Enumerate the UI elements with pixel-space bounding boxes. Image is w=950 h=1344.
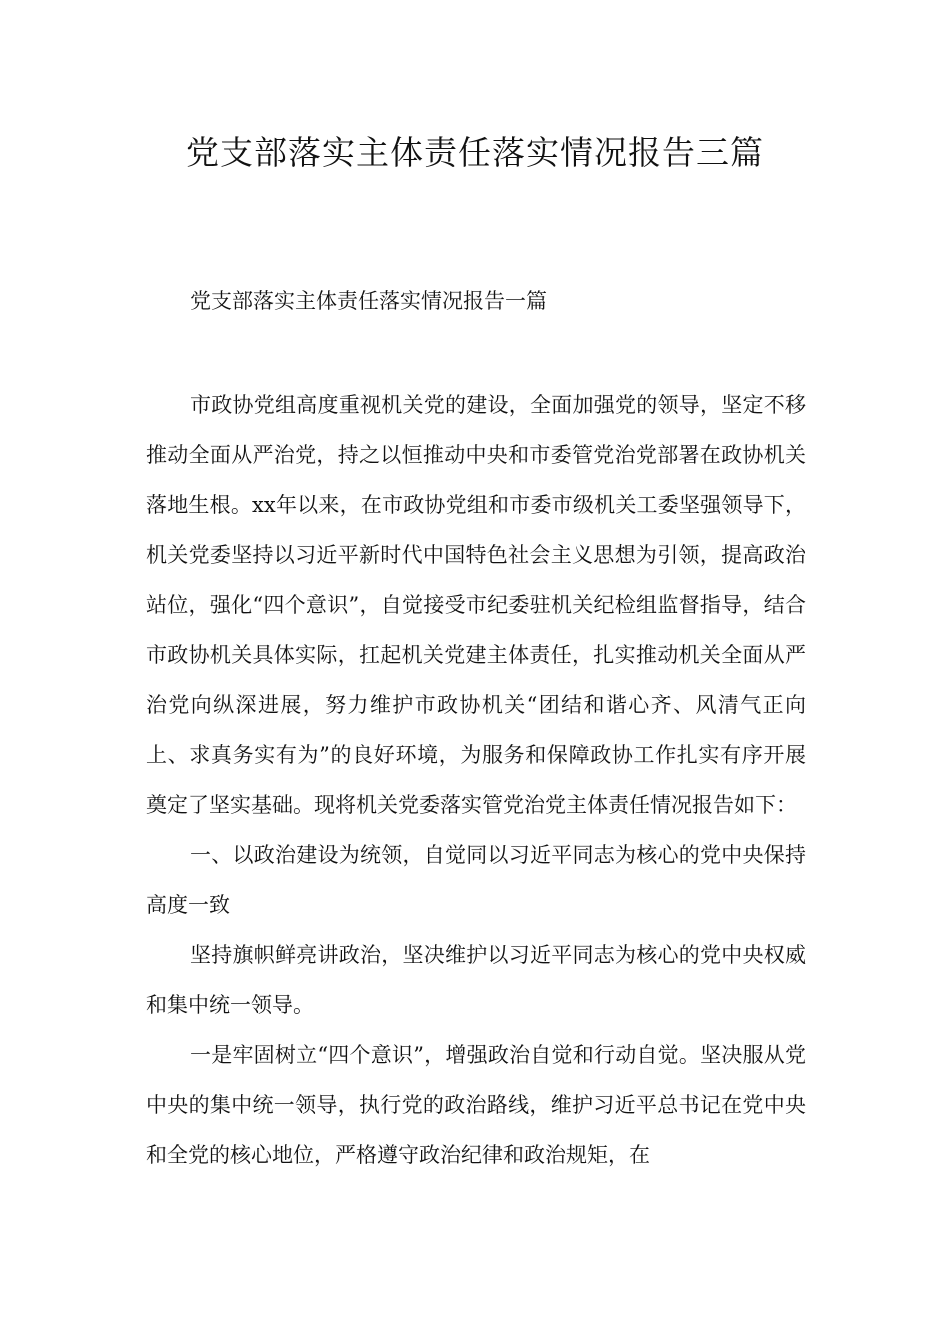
document-body (146, 380, 806, 1180)
body-paragraph: 市政协党组高度重视机关党的建设，全面加强党的领导，坚定不移推动全面从严治党，持之以恒推动中央和市委管党治党部署在政协机关落地生根。xx年以来，在市政协党组和市委市级机关工委坚强领导下，机关党委坚持以习近平新时代中国特色社会主义思想为引领，提高政治站位，强化“四个意识”，自觉接受市纪委驻机关纪检组监督指导，结合市政协机关具体实际，扛起机关党建主体责任，扎实推动机关全面从严治党向纵深进展，努力维护市政协机关“团结和谐心齐、风清气正向上、求真务实有为”的良好环境，为服务和保障政协工作扎实有序开展奠定了坚实基础。现将机关党委落实管党治党主体责任情况报告如下： (146, 393, 806, 817)
document-title: 党支部落实主体责任落实情况报告三篇 (186, 133, 764, 172)
body-paragraph: 一是牢固树立“四个意识”，增强政治自觉和行动自觉。坚决服从党中央的集中统一领导，执行党的政治路线，维护习近平总书记在党中央和全党的核心地位，严格遵守政治纪律和政治规矩，在 (146, 1043, 806, 1167)
section-heading-paragraph: 一、以政治建设为统领，自觉同以习近平同志为核心的党中央保持高度一致 (146, 843, 806, 917)
body-paragraph: 坚持旗帜鲜亮讲政治，坚决维护以习近平同志为核心的党中央权威和集中统一领导。 (146, 943, 806, 1017)
section-subtitle: 党支部落实主体责任落实情况报告一篇 (190, 289, 547, 313)
